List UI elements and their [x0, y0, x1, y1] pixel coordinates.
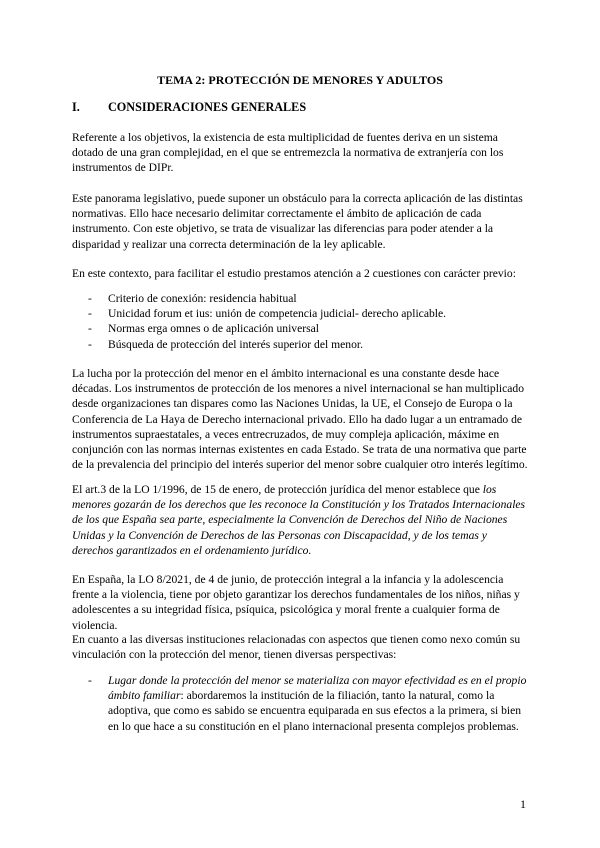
dash-bullet: - — [88, 322, 92, 336]
dash-bullet: - — [88, 674, 92, 687]
list-item-text: Búsqueda de protección del interés superior del menor. — [108, 337, 363, 351]
document-title: TEMA 2: PROTECCIÓN DE MENORES Y ADULTOS — [157, 73, 443, 87]
paragraph-international-protection: La lucha por la protección del menor en el ámbito internacional es una constante desde hace décadas. Los instrumentos de protección de los menores a nivel internacional se han multiplicado desde organizaciones tan dispares como las Naciones Unidas, la UE, el Consejo de Europa o la Conferencia de La Haya de Derecho internacional privado. Ello ha dado lugar a un entramado de instrumentos supraestatales, a veces entrecruzados, de muy compleja aplicación, máxime en conjunción con las normas internas existentes en cada Estado. Se trata de una normativa que parte de la prevalencia del principio del interés superior del menor sobre cualquier otro interés legítimo. — [72, 367, 528, 472]
list-item-text: Unicidad forum et ius: unión de competencia judicial- derecho aplicable. — [108, 307, 447, 321]
list-item-text: Normas erga omnes o de aplicación universal — [108, 322, 319, 336]
paragraph-context: En este contexto, para facilitar el estudio prestamos atención a 2 cuestiones con carácter previo: — [72, 267, 516, 280]
perspectives-list — [88, 673, 528, 734]
legal-quote: los menores gozarán de los derechos que les reconoce la Constitución y los Tratados Internacionales de los que España sea parte, especialmente la Convención de Derechos del Niño de Naciones Unidas y la Convención de Derechos de las Personas con Discapacidad, y de los temas y derechos garantizados en el ordenamiento jurídico. — [72, 483, 526, 557]
list-item-text: : abordaremos la institución de la filiación, tanto la natural, como la adoptiva, que como es sabido se encuentra equiparada en sus efectos a la primera, si bien en lo que hace a su constitución en el plano internacional presenta complejos problemas. — [108, 689, 522, 733]
list-item — [88, 673, 528, 734]
section-title: CONSIDERACIONES GENERALES — [108, 100, 307, 114]
list-item — [88, 321, 528, 336]
paragraph-text: El art.3 de la LO 1/1996, de 15 de enero, de protección jurídica del menor establece que — [72, 483, 483, 496]
list-item-text: Criterio de conexión: residencia habitual — [108, 292, 297, 305]
dash-bullet: - — [88, 292, 92, 305]
paragraph-lo-1996 — [72, 482, 528, 558]
list-item — [88, 291, 528, 306]
section-heading — [72, 100, 306, 115]
list-item — [88, 337, 528, 352]
dash-bullet: - — [88, 307, 92, 321]
page-number: 1 — [520, 797, 526, 811]
paragraph-legislative-panorama: Este panorama legislativo, puede suponer un obstáculo para la correcta aplicación de las distintas normativas. Ello hace necesario delimitar correctamente el ámbito de aplicación de cada instrumento. Con este objetivo, se trata de visualizar las diferencias para poder atender a la disparidad y realizar una correcta determinación de la ley aplicable. — [72, 192, 523, 251]
criteria-list — [88, 291, 528, 352]
paragraph-lo-2021: En España, la LO 8/2021, de 4 de junio, de protección integral a la infancia y la adolescencia frente a la violencia, tiene por objeto garantizar los derechos fundamentales de los niños, niñas y adolescentes a su integridad física, psíquica, psicológica y moral frente a cualquier forma de violencia. — [72, 573, 520, 632]
list-item-emphasis: Lugar donde la protección del menor se materializa con mayor efectividad es en el propio ámbito familiar — [108, 674, 527, 703]
paragraph-institutions: En cuanto a las diversas instituciones relacionadas con aspectos que tienen como nexo común su vinculación con la protección del menor, tienen diversas perspectivas: — [72, 633, 521, 662]
paragraph-objectives: Referente a los objetivos, la existencia de esta multiplicidad de fuentes deriva en un sistema dotado de una gran complejidad, en el que se entremezcla la normativa de extranjería con los instrumentos de DIPr. — [72, 131, 504, 175]
list-item — [88, 306, 528, 321]
dash-bullet: - — [88, 337, 92, 351]
section-number: I. — [72, 100, 80, 114]
